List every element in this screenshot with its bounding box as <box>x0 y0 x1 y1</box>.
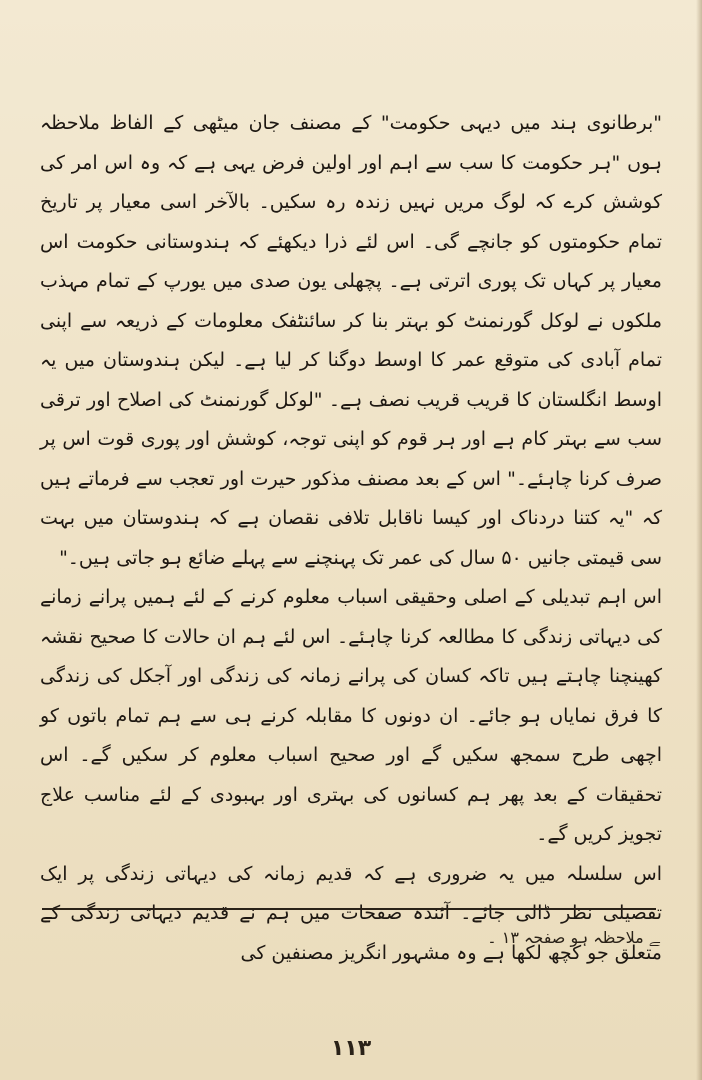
paragraph-1: "برطانوی ہند میں دیہی حکومت" کے مصنف جان میٹھی کے الفاظ ملاحظہ ہوں "ہر حکومت کا سب سے اہم اور اولین فرض یہی ہے کہ وہ اس امر کی کوشش کرے کہ لوگ مریں نہیں زندہ رہ سکیں۔ بالآخر اسی معیار پر تاریخ تمام حکومتوں کو جانچے گی۔ اس لئے ذرا دیکھئے کہ ہندوستانی حکومت اس معیار پر کہاں تک پوری اترتی ہے۔ پچھلی یون صدی میں یورپ کے تمام مہذب ملکوں نے لوکل گورنمنٹ کو بہتر بنا کر سائنٹفک معلومات کے ذریعہ سے اپنی تمام آبادی کی متوقع عمر کا اوسط دوگنا کر لیا ہے۔ لیکن ہندوستان میں یہ اوسط انگلستان کا قریب قریب نصف ہے۔ "لوکل گورنمنٹ کی اصلاح اور ترقی سب سے بہتر کام ہے اور ہر قوم کو اپنی توجہ، کوشش اور پوری قوت اس پر صرف کرنا چاہئے۔" اس کے بعد مصنف مذکور حیرت اور تعجب سے فرماتے ہیں کہ "یہ کتنا دردناک اور کیسا ناقابل تلافی نقصان ہے کہ ہندوستان میں بہت سی قیمتی جانیں ۵۰ سال کی عمر تک پہنچنے سے پہلے ضائع ہو جاتی ہیں۔" <box>40 112 662 569</box>
footnote-divider <box>42 908 656 910</box>
footnote: ﮯ ملاحظہ ہو صفحہ ۱۳ ۔ <box>487 928 660 947</box>
page-edge-shadow <box>696 0 702 1080</box>
paragraph-3: اس سلسلہ میں یہ ضروری ہے کہ قدیم زمانہ کی دیہاتی زندگی پر ایک تفصیلی نظر ڈالی جائے۔ آئندہ صفحات میں ہم نے قدیم دیہاتی زندگی کے متعلق جو کچھ لکھا ہے وہ مشہور انگریز مصنفین کی <box>40 862 662 964</box>
paragraph-2: اس اہم تبدیلی کے اصلی وحقیقی اسباب معلوم کرنے کے لئے ہمیں پرانے زمانے کی دیہاتی زندگی کا مطالعہ کرنا چاہئے۔ اس لئے ہم ان حالات کا صحیح نقشہ کھینچنا چاہتے ہیں تاکہ کسان کی پرانے زمانہ کی زندگی اور آجکل کی زندگی کا فرق نمایاں ہو جائے۔ ان دونوں کا مقابلہ کرنے ہی سے ہم تمام باتوں کو اچھی طرح سمجھ سکیں گے اور صحیح اسباب معلوم کر سکیں گے۔ اس تحقیقات کے بعد پھر ہم کسانوں کی بہتری اور بہبودی کے لئے مناسب علاج تجویز کریں گے۔ <box>40 586 662 845</box>
page-number: ۱۱۳ <box>330 1036 372 1061</box>
body-text <box>40 104 662 973</box>
